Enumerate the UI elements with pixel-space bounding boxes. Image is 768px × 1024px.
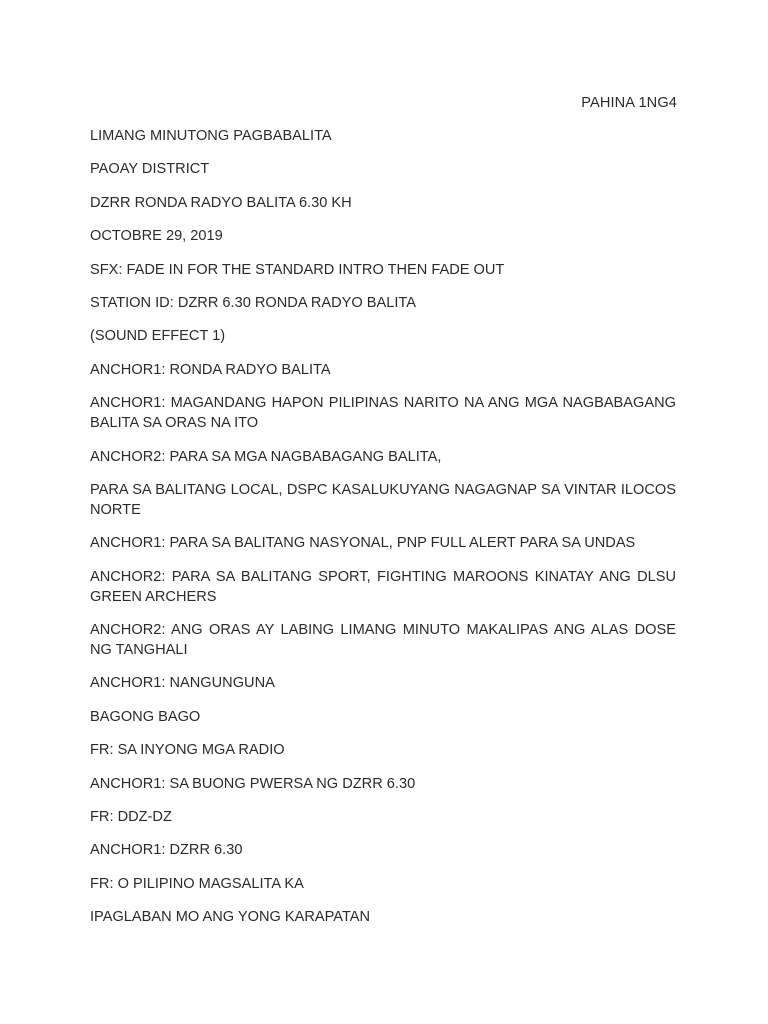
script-line: OCTOBRE 29, 2019 [90,228,223,245]
script-line: SFX: FADE IN FOR THE STANDARD INTRO THEN FADE OUT [90,261,505,278]
script-line: ANCHOR2: PARA SA MGA NAGBABAGANG BALITA, [90,448,442,465]
script-line: FR: O PILIPINO MAGSALITA KA [90,875,304,892]
script-line: IPAGLABAN MO ANG YONG KARAPATAN [90,909,371,926]
script-line: PAOAY DISTRICT [90,161,210,178]
script-line: ANCHOR1: DZRR 6.30 [90,842,243,859]
script-line: ANCHOR1: SA BUONG PWERSA NG DZRR 6.30 [90,775,416,792]
script-line: ANCHOR1: RONDA RADYO BALITA [90,361,331,378]
script-line: STATION ID: DZRR 6.30 RONDA RADYO BALITA [90,294,416,311]
script-line: (SOUND EFFECT 1) [90,328,226,345]
script-line: DZRR RONDA RADYO BALITA 6.30 KH [90,194,352,211]
script-line: FR: SA INYONG MGA RADIO [90,742,285,759]
script-line: PARA SA BALITANG LOCAL, DSPC KASALUKUYANG NAGAGNAP SA VINTAR ILOCOS NORTE [90,481,676,518]
script-line: ANCHOR2: ANG ORAS AY LABING LIMANG MINUTO MAKALIPAS ANG ALAS DOSE NG TANGHALI [90,622,676,659]
script-line: ANCHOR2: PARA SA BALITANG SPORT, FIGHTING MAROONS KINATAY ANG DLSU GREEN ARCHERS [90,568,676,605]
script-line: ANCHOR1: NANGUNGUNA [90,675,275,692]
script-line: ANCHOR1: MAGANDANG HAPON PILIPINAS NARITO NA ANG MGA NAGBABAGANG BALITA SA ORAS NA ITO [90,395,676,432]
script-line: FR: DDZ-DZ [90,809,172,826]
page-number: PAHINA 1NG4 [581,95,677,111]
script-line: LIMANG MINUTONG PAGBABALITA [90,128,332,144]
script-body [90,126,676,941]
script-line: ANCHOR1: PARA SA BALITANG NASYONAL, PNP FULL ALERT PARA SA UNDAS [90,535,636,552]
script-line: BAGONG BAGO [90,708,201,725]
